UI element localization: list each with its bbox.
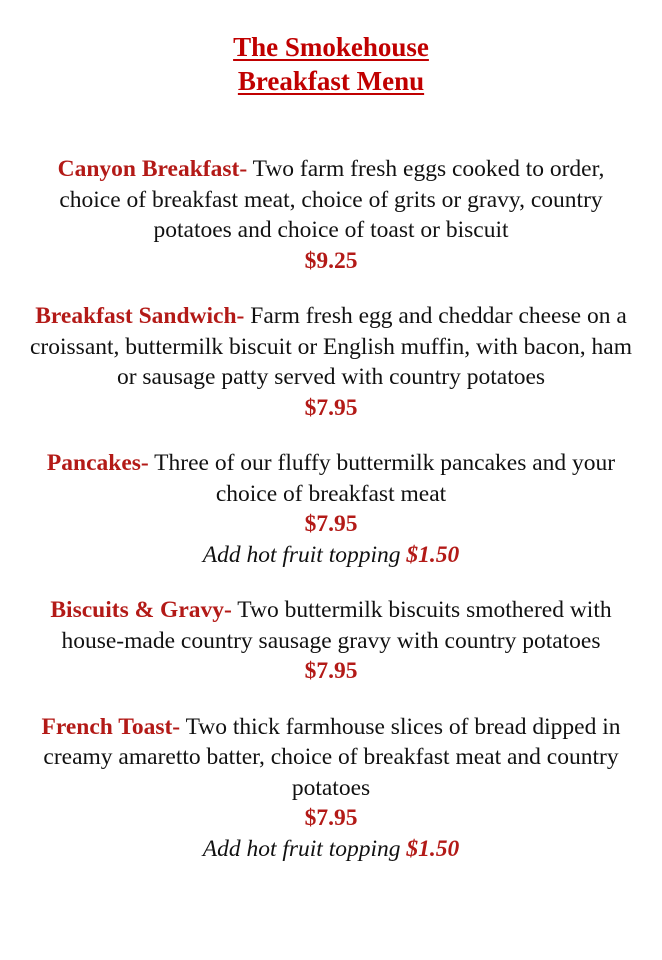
item-price: $9.25 (304, 247, 358, 274)
item-price: $7.95 (304, 394, 358, 421)
item-name: French Toast- (41, 713, 181, 740)
menu-header (0, 30, 662, 98)
restaurant-name: The Smokehouse (233, 32, 429, 62)
item-description: Farm fresh egg and cheddar cheese on a croissant, buttermilk biscuit or English muffin, with bacon, ham or sausage patty served with country potatoes (30, 303, 632, 390)
menu-title: Breakfast Menu (237, 66, 425, 96)
item-name: Breakfast Sandwich- (35, 303, 245, 329)
item-price: $7.95 (304, 805, 358, 831)
addon-price: $1.50 (406, 541, 460, 568)
item-addon (26, 834, 636, 865)
item-description: Two farm fresh eggs cooked to order, choice of breakfast meat, choice of grits or gravy, country potatoes and choice of toast or biscuit (59, 156, 605, 243)
menu-item-pancakes (26, 448, 636, 570)
item-description: Two buttermilk biscuits smothered with house-made country sausage gravy with country potatoes (61, 597, 612, 654)
item-name: Pancakes- (46, 450, 149, 476)
addon-price: $1.50 (406, 835, 460, 862)
item-price: $7.95 (304, 511, 358, 537)
item-description: Two thick farmhouse slices of bread dipped in creamy amaretto batter, choice of breakfast meat and country potatoes (43, 713, 621, 801)
addon-label: Add hot fruit topping (202, 835, 401, 862)
menu-item-french-toast (26, 712, 636, 865)
menu-item-breakfast-sandwich (26, 301, 636, 423)
item-name: Biscuits & Gravy- (50, 597, 232, 623)
item-description: Three of our fluffy buttermilk pancakes and your choice of breakfast meat (154, 450, 616, 507)
item-addon (26, 540, 636, 571)
menu-item-biscuits-gravy (26, 595, 636, 687)
addon-label: Add hot fruit topping (202, 541, 401, 568)
menu-item-canyon-breakfast (26, 154, 636, 276)
menu-list (0, 154, 662, 864)
item-name: Canyon Breakfast- (57, 156, 248, 182)
item-price: $7.95 (304, 658, 358, 684)
